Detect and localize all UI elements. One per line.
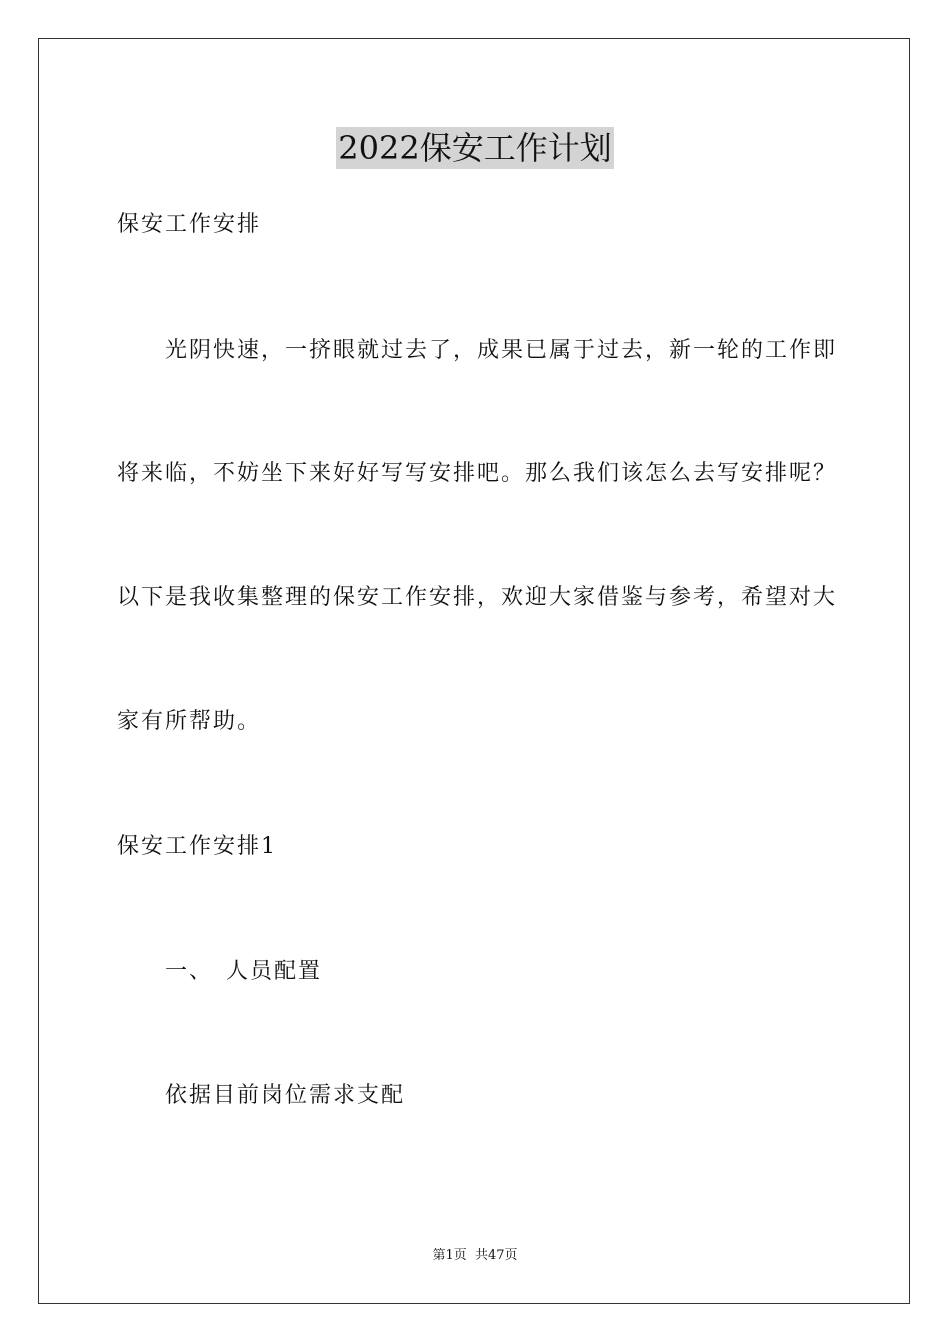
paragraph-line: 光阴快速，一挤眼就过去了，成果已属于过去，新一轮的工作即 [165,338,838,363]
page-footer [0,1246,950,1266]
title-container [0,127,950,169]
page-number: 第1页 [432,1248,467,1263]
paragraph-line: 以下是我收集整理的保安工作安排，欢迎大家借鉴与参考，希望对大 [117,585,838,610]
section-title: 保安工作安排1 [117,834,277,859]
document-title: 2022保安工作计划 [338,129,612,167]
paragraph-line: 将来临，不妨坐下来好好写写安排吧。那么我们该怎么去写安排呢？ [117,461,838,486]
body-line: 依据目前岗位需求支配 [165,1083,406,1108]
page-total: 共47页 [474,1248,518,1263]
subsection-title: 一、 人员配置 [165,959,323,984]
paragraph-line: 家有所帮助。 [117,709,262,734]
heading: 保安工作安排 [117,212,262,237]
